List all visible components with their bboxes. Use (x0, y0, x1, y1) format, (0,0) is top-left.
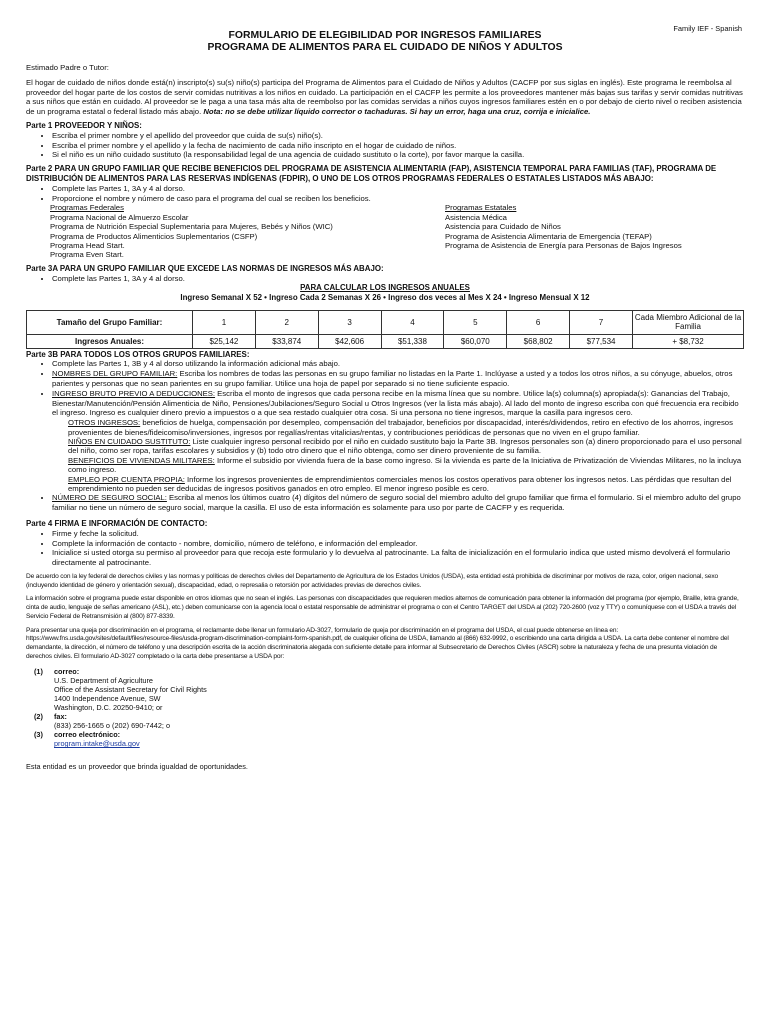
part4-list: • Firme y feche la solicitud. • Complete la información de contacto - nombre, domicilio, número de teléfono, e información del empleador. • Inicialice si usted otorga su permiso al proveedor para que recoja este formulario y lo devuelva al patrocinante. La falta de inicialización en el formulario indica que usted mismo devolverá el formulario directamente al patrocinante. (26, 529, 744, 568)
intro-note: Nota: no se debe utilizar líquido corrector o tachaduras. Si hay un error, haga una cruz, corrija e inicialice. (203, 107, 591, 117)
nondiscrimination-statement: De acuerdo con la ley federal de derechos civiles y las normas y políticas de derechos civiles del Departamento de Agricultura de los Estados Unidos (USDA), esta entidad está prohibida de discriminar por motivos de raza, color, origen nacional, sexo (incluyendo identidad de género y orientación sexual), discapacidad, edad, o represalia o retorsión por actividades previas de derechos civiles. La información sobre el programa puede estar disponible en otros idiomas que no sean el inglés. Las personas con discapacidades que requieren medios alternos de comunicación para obtener la información del programa (por ejemplo, Braille, letra grande, cinta de audio, lenguaje de señas americano (ASL), etc.) deben comunicarse con la agencia local o estatal responsable de administrar el programa o con el Centro TARGET del USDA al (202) 720-2600 (voz y TTY) o comuníquese con el USDA a través del Servicio Federal de Retransmisión al (800) 877-8339. Para presentar una queja por discriminación en el programa, el reclamante debe llenar un formulario AD-3027, formulario de queja por discriminación en el programa del USDA, el cual puede obtenerse en línea en: https://www.fns.usda.gov/sites/default/files/resource-files/usda-program-discrimination-complaint-form-spanish.pdf, de cualquier oficina de USDA, llamando al (866) 632-9992, o escribiendo una carta dirigida a USDA. La carta debe contener el nombre del demandante, la dirección, el número de teléfono y una descripción escrita de la acción discriminatoria alegada con suficiente detalle para informar al Subsecretario de Derechos Civiles (ASCR) sobre la naturaleza y fecha de una presunta violación de derechos civiles. El formulario AD-3027 completado o la carta debe presentarse a USDA por: (26, 572, 739, 660)
program-lists (26, 203, 744, 259)
page-title: FORMULARIO DE ELEGIBILIDAD POR INGRESOS FAMILIARES PROGRAMA DE ALIMENTOS PARA EL CUIDADO DE NIÑOS Y ADULTOS (207, 30, 563, 53)
greeting: Estimado Padre o Tutor: (26, 63, 109, 72)
part3b-list: • Complete las Partes 1, 3B y 4 al dorso utilizando la información adicional más abajo. • NOMBRES DEL GRUPO FAMILIAR: Escriba los nombres de todas las personas en su grupo familiar no listadas en la Parte 1. Inclúyase a usted y a todos los otros niños, a su cónyuge, abuelos, otros parientes y personas que no sean parientes en su grupo familiar. Utilice una hoja de papel por separado si no tiene suficiente espacio. • INGRESO BRUTO PREVIO A DEDUCCIONES: Escriba el monto de ingresos que cada persona recibe en la misma línea que su nombre. Utilice la(s) columna(s) apropiada(s): Ganancias del Trabajo, Bienestar/Manutención/Pensión Alimenticia de Niño, Pensiones/Jubilaciones/Seguro Social u Otros Ingresos (ver la lista más abajo). Al lado del monto de ingreso escriba con qué frecuencia era recibido el ingreso. Ingreso es cualquier dinero previo a impuestos o a que sea restado cualquier otra cosa. Si una persona no tiene ingresos, marque la casilla para ingresos cero. (26, 359, 744, 418)
part2-heading: Parte 2 PARA UN GRUPO FAMILIAR QUE RECIBE BENEFICIOS DEL PROGRAMA DE ASISTENCIA ALIMENTARIA (FAP), ASISTENCIA TEMPORAL PARA FAMILIAS (TAF), PROGRAMA DE DISTRIBUCIÓN DE ALIMENTOS PARA LAS RESERVAS INDÍGENAS (FDPIR), O UNO DE LOS OTROS PROGRAMAS FEDERALES O ESTATALES LISTADOS MÁS ABAJO: (26, 164, 717, 183)
calc-formula: Ingreso Semanal X 52 • Ingreso Cada 2 Semanas X 26 • Ingreso dos veces al Mes X 24 • Ingreso Mensual X 12 (180, 292, 590, 302)
form-page: Family IEF - Spanish FORMULARIO DE ELEGIBILIDAD POR INGRESOS FAMILIARES PROGRAMA DE ALIMENTOS PARA EL CUIDADO DE NIÑOS Y ADULTOS Estimado Padre o Tutor: El hogar de cuidado de niños donde está(n) inscripto(s) su(s) niño(s) participa del Programa de Alimentos para el Cuidado de Niños y Adultos (CACFP por sus siglas en inglés). Este programa le reembolsa al proveedor del hogar parte de los costos de servir comidas nutritivas a los niños en cuidado. La participación en el CACFP les permite a los proveedores mantener más bajas sus tarifas y servir comidas nutritivas a sus niños que están en cuidado. Al proveedor se le paga a una tasa más alta de reembolso por las comidas servidas a niños cuyos ingresos familiares estén en o por debajo de cierto nivel o reciben asistencia de un programa estatal o federal listado más abajo. Nota: no se debe utilizar líquido corrector o tachaduras. Si hay un error, haga una cruz, corrija e inicialice. Parte 1 PROVEEDOR Y NIÑOS: • Escriba el primer nombre y el apellido del proveedor que cuida de su(s) niño(s). • Escriba el primer nombre y el apellido y la fecha de nacimiento de cada niño inscripto en el hogar de cuidado de niños. • Si el niño es un niño cuidado sustituto (la responsabilidad legal de una agencia de cuidado sustituto o la corte), por favor marque la casilla. Parte 2 PARA UN GRUPO FAMILIAR QUE RECIBE BENEFICIOS DEL PROGRAMA DE ASISTENCIA ALIMENTARIA (FAP), ASISTENCIA TEMPORAL PARA FAMILIAS (TAF), PROGRAMA DE DISTRIBUCIÓN DE ALIMENTOS PARA LAS RESERVAS INDÍGENAS (FDPIR), O UNO DE LOS OTROS PROGRAMAS FEDERALES O ESTATALES LISTADOS MÁS ABAJO: • Complete las Partes 1, 3A y 4 al dorso. • Proporcione el nombre y número de caso para el programa del cual se reciben los beneficios. Programas Federales Programa Nacional de Almuerzo Escolar Programa de Nutrición Especial Suplementaria para Mujeres, Bebés y Niños (WIC) Programa de Productos Alimenticios Suplementarios (CSFP) Programa Head Start. Programa Even Start. Programas Estatales Asistencia Médica Asistencia para Cuidado de Niños Programa de Asistencia Alimentaria de Emergencia (TEFAP) Programa de Asistencia de Energía para Personas de Bajos Ingresos Parte 3A PARA UN GRUPO FAMILIAR QUE EXCEDE LAS NORMAS DE INGRESOS MÁS ABAJO: • Complete las Partes 1, 3A y 4 al dorso. PARA CALCULAR LOS INGRESOS ANUALES Ingreso Semanal X 52 • Ingreso Cada 2 Semanas X 26 • Ingreso dos veces al Mes X 24 • Ingreso Mensual X 12 Tamaño del Grupo Familiar: 1 2 3 4 5 6 7 Cada Miembro Adicional de la Familia Ingresos Anuales: $25,142 $33,874 $42,606 $51,338 $60,070 $68,802 $77,534 + $8,732 Parte 3B PARA TODOS LOS OTROS GRUPOS FAMILIARES: • Complete las Partes 1, 3B y 4 al dorso utilizando la información adicional más abajo. • NOMBRES DEL GRUPO FAMILIAR: Escriba los nombres de todas las personas en su grupo familiar no listadas en la Parte 1. Inclúyase a usted y a todos los otros niños, a su cónyuge, abuelos, otros parientes y personas que no sean parientes en su grupo familiar. Utilice una hoja de papel por separado si no tiene suficiente espacio. • INGRESO BRUTO PREVIO A DEDUCCIONES: Escriba el monto de ingresos que cada persona recibe en la misma línea que su nombre. Utilice la(s) columna(s) apropiada(s): Ganancias del Trabajo, Bienestar/Manutención/Pensión Alimenticia de Niño, Pensiones/Jubilaciones/Seguro Social u Otros Ingresos (ver la lista más abajo). Al lado del monto de ingreso escriba con qué frecuencia era recibido el ingreso. Ingreso es cualquier dinero previo a impuestos o a que sea restado cualquier otra cosa. Si una persona no tiene ingresos, marque la casilla para ingresos cero. OTROS INGRESOS: beneficios de huelga, compensación por desempleo, compensación del trabajador, beneficios por discapacidad, interés/dividendos, retiro en efectivo de los ahorros, ingresos provenientes de bienes/fideicomiso/inversiones, ingresos por regalías/rentas vitalicias/rentas, y contribuciones periódicas de personas que no viven en el grupo familiar. NIÑOS EN CUIDADO SUSTITUTO: Liste cualquier ingreso personal recibido por el niño en cuidado sustituto bajo la Parte 3B. Ingresos personales son (a) dinero proporcionado para el uso personal del niño, como ser ropa, tarifas escolares y subsidios y (b) todo otro dinero que el niño obtenga, como ser dinero proveniente de su familia. BENEFICIOS DE VIVIENDAS MILITARES: Informe el subsidio por vivienda fuera de la base como ingreso. Si la vivienda es parte de la Iniciativa de Privatización de Viviendas Militares, no la incluya como ingreso. EMPLEO POR CUENTA PROPIA: Informe los ingresos provenientes de emprendimientos comerciales menos los costos operativos para obtener los ingresos netos. Las pérdidas que resultan del emprendimiento no pueden ser deducidas de ingresos positivos ganados en otro empleo. El menor ingreso posible es cero. • NÚMERO DE SEGURO SOCIAL: Escriba al menos los últimos cuatro (4) dígitos del número de seguro social del miembro adulto del grupo familiar que firma el formulario. Si el miembro adulto del grupo familiar no tiene un número de seguro social, marque la casilla. El uso de esta información es solamente para uso por parte de CACFP y es requerida. Parte 4 FIRMA E INFORMACIÓN DE CONTACTO: • Firme y feche la solicitud. • Complete la información de contacto - nombre, domicilio, número de teléfono, e información del empleador. • Inicialice si usted otorga su permiso al proveedor para que recoja este formulario y lo devuelva al patrocinante. La falta de inicialización en el formulario indica que usted mismo devolverá el formulario directamente al patrocinante. De acuerdo con la ley federal de derechos civiles y las normas y políticas de derechos civiles del Departamento de Agricultura de los Estados Unidos (USDA), esta entidad está prohibida de discriminar por motivos de raza, color, origen nacional, sexo (incluyendo identidad de género y orientación sexual), discapacidad, edad, o represalia o retorsión por actividades previas de derechos civiles. La información sobre el programa puede estar disponible en otros idiomas que no sean el inglés. Las personas con discapacidades que requieren medios alternos de comunicación para obtener la información del programa (por ejemplo, Braille, letra grande, cinta de audio, lenguaje de señas americano (ASL), etc.) deben comunicarse con la agencia local o estatal responsable de administrar el programa o con el Centro TARGET del USDA al (202) 720-2600 (voz y TTY) o comuníquese con el USDA a través del Servicio Federal de Retransmisión al (800) 877-8339. Para presentar una queja por discriminación en el programa, el reclamante debe llenar un formulario AD-3027, formulario de queja por discriminación en el programa del USDA, el cual puede obtenerse en línea en: https://www.fns.usda.gov/sites/default/files/resource-files/usda-program-discrimination-complaint-form-spanish.pdf, de cualquier oficina de USDA, llamando al (866) 632-9992, o escribiendo una carta dirigida a USDA. La carta debe contener el nombre del demandante, la dirección, el número de teléfono y una descripción escrita de la acción discriminatoria alegada con suficiente detalle para informar al Subsecretario de Derechos Civiles (ASCR) sobre la naturaleza y fecha de una presunta violación de derechos civiles. El formulario AD-3027 completado o la carta debe presentarse a USDA por: (1) correo: U.S. Department of Agriculture Office of the Assistant Secretary for Civil Rights 1400 Independence Avenue, SW Washington, D.C. 20250-9410; or (2) fax: (833) 256-1665 o (202) 690-7442; o (3) correo electrónico: program.intake@usda.gov Esta entidad es un proveedor que brinda igualdad de oportunidades. (26, 0, 744, 1032)
state-programs: Programas Estatales Asistencia Médica Asistencia para Cuidado de Niños Programa de Asistencia Alimentaria de Emergencia (TEFAP) Programa de Asistencia de Energía para Personas de Bajos Ingresos (445, 203, 682, 250)
contact-methods: (1) correo: U.S. Department of Agriculture Office of the Assistant Secretary for Civil Rights 1400 Independence Avenue, SW Washington, D.C. 20250-9410; or (2) fax: (833) 256-1665 o (202) 690-7442; o (3) correo electrónico: program.intake@usda.gov (34, 667, 207, 749)
annual-income-label: Ingresos Anuales: (27, 334, 193, 348)
email-link[interactable]: program.intake@usda.gov (54, 739, 140, 749)
part3a-heading: Parte 3A PARA UN GRUPO FAMILIAR QUE EXCEDE LAS NORMAS DE INGRESOS MÁS ABAJO: (26, 263, 384, 273)
part1-list: • Escriba el primer nombre y el apellido del proveedor que cuida de su(s) niño(s). • Escriba el primer nombre y el apellido y la fecha de nacimiento de cada niño inscripto en el hogar de cuidado de niños. • Si el niño es un niño cuidado sustituto (la responsabilidad legal de una agencia de cuidado sustituto o la corte), por favor marque la casilla. (26, 131, 744, 160)
part3b-heading: Parte 3B PARA TODOS LOS OTROS GRUPOS FAMILIARES: (26, 349, 250, 359)
federal-programs: Programas Federales Programa Nacional de Almuerzo Escolar Programa de Nutrición Especial Suplementaria para Mujeres, Bebés y Niños (WIC) Programa de Productos Alimenticios Suplementarios (CSFP) Programa Head Start. Programa Even Start. (50, 203, 333, 260)
part1-heading: Parte 1 PROVEEDOR Y NIÑOS: (26, 120, 142, 130)
part4-heading: Parte 4 FIRMA E INFORMACIÓN DE CONTACTO: (26, 519, 208, 528)
income-table: Tamaño del Grupo Familiar: 1 2 3 4 5 6 7 Cada Miembro Adicional de la Familia Ingresos Anuales: $25,142 $33,874 $42,606 $51,338 $60,070 $68,802 $77,534 + $8,732 (26, 310, 744, 349)
intro-paragraph: El hogar de cuidado de niños donde está(n) inscripto(s) su(s) niño(s) participa del Programa de Alimentos para el Cuidado de Niños y Adultos (CACFP por sus siglas en inglés). Este programa le reembolsa al proveedor del hogar parte de los costos de servir comidas nutritivas a los niños en cuidado. La participación en el CACFP les permite a los proveedores mantener más bajas sus tarifas y servir comidas nutritivas a sus niños que están en cuidado. Al proveedor se le paga a una tasa más alta de reembolso por las comidas servidas a niños cuyos ingresos familiares estén en o por debajo de cierto nivel o reciben asistencia de un programa estatal o federal listado más abajo. Nota: no se debe utilizar líquido corrector o tachaduras. Si hay un error, haga una cruz, corrija e inicialice. (26, 77, 743, 117)
income-definitions: OTROS INGRESOS: beneficios de huelga, compensación por desempleo, compensación del trabajador, beneficios por discapacidad, interés/dividendos, retiro en efectivo de los ahorros, ingresos provenientes de bienes/fideicomiso/inversiones, ingresos por regalías/rentas vitalicias/rentas, y contribuciones periódicas de personas que no viven en el grupo familiar. NIÑOS EN CUIDADO SUSTITUTO: Liste cualquier ingreso personal recibido por el niño en cuidado sustituto bajo la Parte 3B. Ingresos personales son (a) dinero proporcionado para el uso personal del niño, como ser ropa, tarifas escolares y subsidios y (b) todo otro dinero que el niño obtenga, como ser dinero proveniente de su familia. BENEFICIOS DE VIVIENDAS MILITARES: Informe el subsidio por vivienda fuera de la base como ingreso. Si la vivienda es parte de la Iniciativa de Privatización de Viviendas Militares, no la incluya como ingreso. EMPLEO POR CUENTA PROPIA: Informe los ingresos provenientes de emprendimientos comerciales menos los costos operativos para obtener los ingresos netos. Las pérdidas que resultan del emprendimiento no pueden ser deducidas de ingresos positivos ganados en otro empleo. El menor ingreso posible es cero. (68, 418, 742, 493)
calc-heading: PARA CALCULAR LOS INGRESOS ANUALES (300, 283, 470, 293)
part2-list: • Complete las Partes 1, 3A y 4 al dorso. • Proporcione el nombre y número de caso para el programa del cual se reciben los beneficios. (26, 184, 744, 204)
household-size-label: Tamaño del Grupo Familiar: (27, 310, 193, 334)
form-version-tag: Family IEF - Spanish (673, 24, 742, 33)
equal-opportunity-statement: Esta entidad es un proveedor que brinda igualdad de oportunidades. (26, 762, 248, 772)
